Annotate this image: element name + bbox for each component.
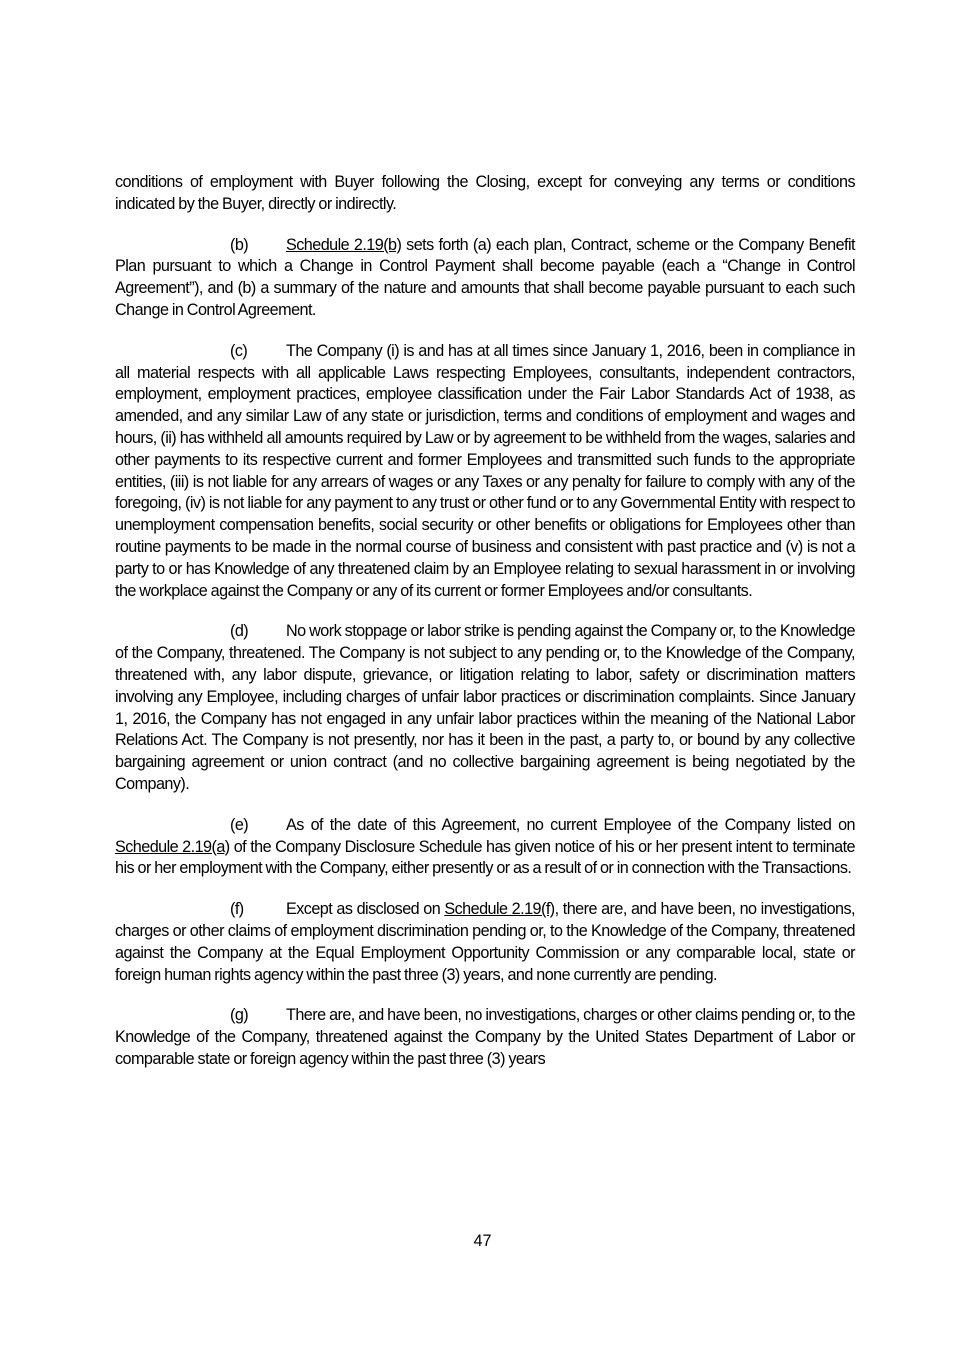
paragraph-c bbox=[115, 341, 855, 603]
schedule-reference-2-19f: Schedule 2.19(f) bbox=[444, 900, 555, 919]
paragraph-continuation bbox=[115, 172, 855, 216]
paragraph-label: (f) bbox=[230, 900, 244, 919]
paragraph-text: conditions of employment with Buyer following the Closing, except for conveying any terms or conditions indicated by the Buyer, directly or indirectly. bbox=[115, 173, 855, 213]
paragraph-text: , there are, and have been, no investigations, charges or other claims of employment discrimination pending or, to the Knowledge of the Company, threatened against the Company at the Equal Employment Opportunity Commission or any comparable local, state or foreign human rights agency within the past three (3) years, and none currently are pending. bbox=[115, 900, 856, 984]
paragraph-text: of the Company Disclosure Schedule has given notice of his or her present intent to terminate his or her employment with the Company, either presently or as a result of or in connection with the Transactions. bbox=[115, 837, 855, 878]
paragraph-text: As of the date of this Agreement, no current Employee of the Company listed on bbox=[286, 815, 855, 834]
schedule-reference-2-19b: Schedule 2.19(b) bbox=[286, 235, 402, 254]
paragraph-e bbox=[115, 815, 855, 880]
paragraph-label: (e) bbox=[230, 815, 249, 834]
paragraph-text: No work stoppage or labor strike is pending against the Company or, to the Knowledge of the Company, threatened. The Company is not subject to any pending or, to the Knowledge of the Company, threatened with, any labor dispute, grievance, or litigation relating to labor, safety or discrimination matters involving any Employee, including charges of unfair labor practices or discrimination complaints. Since January 1, 2016, the Company has not engaged in any unfair labor practices within the meaning of the National Labor Relations Act. The Company is not presently, nor has it been in the past, a party to, or bound by any collective bargaining agreement or union contract (and no collective bargaining agreement is being negotiated by the Company). bbox=[115, 622, 855, 793]
schedule-reference-2-19a: Schedule 2.19(a) bbox=[115, 837, 230, 856]
paragraph-label: (b) bbox=[230, 235, 249, 254]
document-page bbox=[115, 172, 855, 1090]
paragraph-text: Except as disclosed on bbox=[286, 900, 445, 919]
paragraph-f bbox=[115, 899, 855, 986]
paragraph-b bbox=[115, 235, 855, 322]
paragraph-label: (g) bbox=[230, 1006, 249, 1025]
page-number: 47 bbox=[473, 1232, 492, 1250]
paragraph-label: (c) bbox=[230, 341, 248, 360]
paragraph-text: There are, and have been, no investigations, charges or other claims pending or, to the Knowledge of the Company, threatened against the Company by the United States Department of Labor or comparable state or foreign agency within the past three (3) years bbox=[115, 1006, 855, 1068]
paragraph-label: (d) bbox=[230, 622, 249, 641]
paragraph-text: sets forth (a) each plan, Contract, scheme or the Company Benefit Plan pursuant to which a Change in Control Payment shall become payable (each a “Change in Control Agreement”), and (b) a summary of the nature and amounts that shall become payable pursuant to each such Change in Control Agreement. bbox=[115, 235, 855, 319]
paragraph-text: The Company (i) is and has at all times since January 1, 2016, been in compliance in all material respects with all applicable Laws respecting Employees, consultants, independent contractors, employment, employment practices, employee classification under the Fair Labor Standards Act of 1938, as amended, and any similar Law of any state or jurisdiction, terms and conditions of employment and wages and hours, (ii) has withheld all amounts required by Law or by agreement to be withheld from the wages, salaries and other payments to its respective current and former Employees and transmitted such funds to the appropriate entities, (iii) is not liable for any arrears of wages or any Taxes or any penalty for failure to comply with any of the foregoing, (iv) is not liable for any payment to any trust or other fund or to any Governmental Entity with respect to unemployment compensation benefits, social security or other benefits or obligations for Employees other than routine payments to be made in the normal course of business and consistent with past practice and (v) is not a party to or has Knowledge of any threatened claim by an Employee relating to sexual harassment in or involving the workplace against the Company or any of its current or former Employees and/or consultants. bbox=[115, 341, 855, 600]
paragraph-d bbox=[115, 621, 855, 795]
paragraph-g bbox=[115, 1005, 855, 1070]
